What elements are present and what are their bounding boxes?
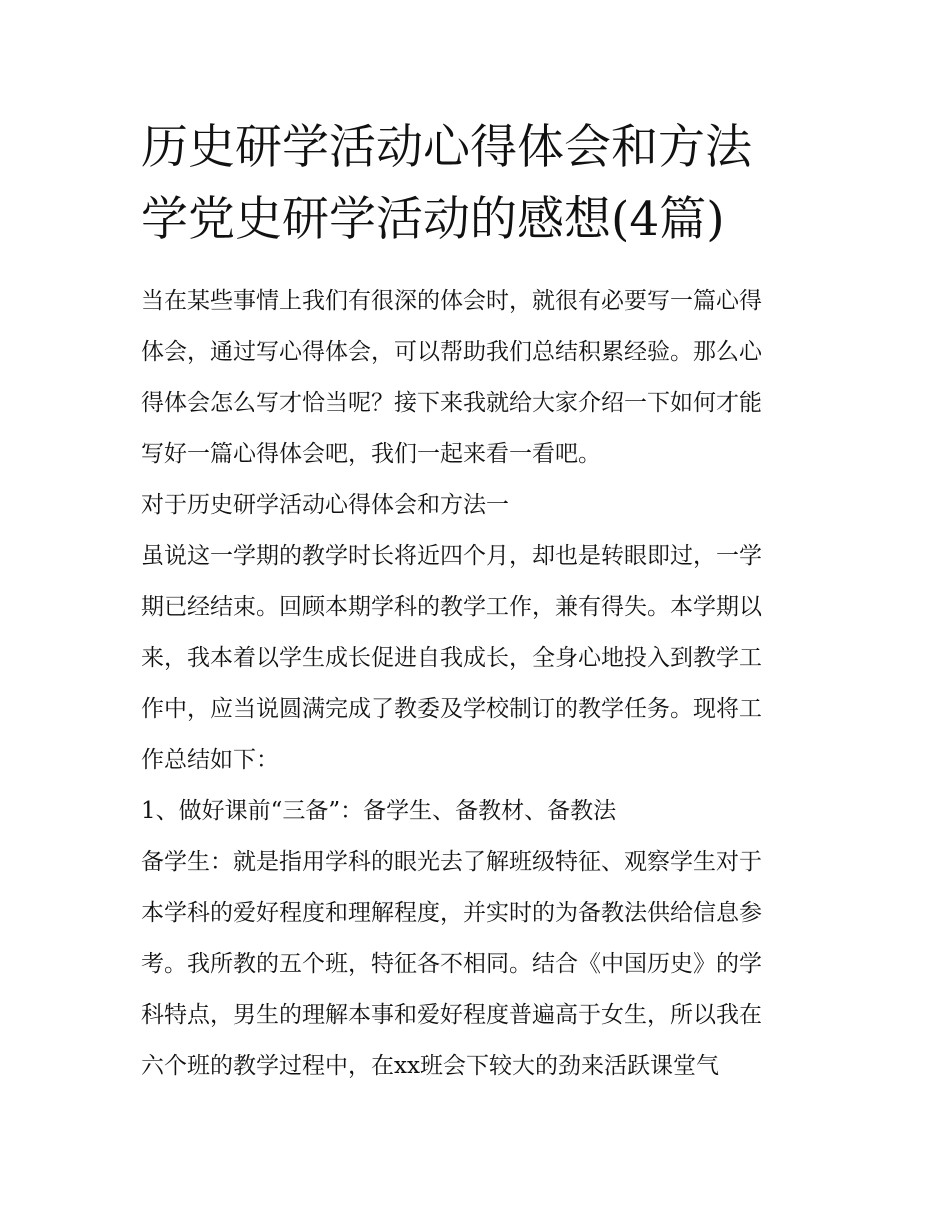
- document-title: [141, 112, 821, 256]
- body-line: 期已经结束。回顾本期学科的教学工作，兼有得失。本学期以: [141, 594, 762, 620]
- body-line: 体会，通过写心得体会，可以帮助我们总结积累经验。那么心: [141, 339, 762, 365]
- body-line: 科特点，男生的理解本事和爱好程度普遍高于女生，所以我在: [141, 1002, 762, 1028]
- body-line: 当在某些事情上我们有很深的体会时，就很有必要写一篇心得: [141, 288, 762, 314]
- body-line: 虽说这一学期的教学时长将近四个月，却也是转眼即过，一学: [141, 543, 762, 569]
- body-line: 作总结如下：: [141, 747, 279, 773]
- title-line: 学党史研学活动的感想(4篇): [141, 192, 725, 247]
- body-line: 备学生：就是指用学科的眼光去了解班级特征、观察学生对于: [141, 849, 762, 875]
- body-line: 作中，应当说圆满完成了教委及学校制订的教学任务。现将工: [141, 696, 762, 722]
- section-heading: 对于历史研学活动心得体会和方法一: [141, 492, 509, 518]
- document-body: [141, 276, 821, 1092]
- title-line: 历史研学活动心得体会和方法: [141, 120, 752, 175]
- body-line: 六个班的教学过程中，在xx班会下较大的劲来活跃课堂气: [141, 1053, 719, 1079]
- body-line: 写好一篇心得体会吧，我们一起来看一看吧。: [141, 441, 601, 467]
- body-line: 得体会怎么写才恰当呢？接下来我就给大家介绍一下如何才能: [141, 390, 762, 416]
- body-line: 来，我本着以学生成长促进自我成长，全身心地投入到教学工: [141, 645, 762, 671]
- body-line: 考。我所教的五个班，特征各不相同。结合《中国历史》的学: [141, 951, 762, 977]
- list-item-heading: 1、做好课前“三备”：备学生、备教材、备教法: [141, 798, 617, 824]
- body-line: 本学科的爱好程度和理解程度，并实时的为备教法供给信息参: [141, 900, 762, 926]
